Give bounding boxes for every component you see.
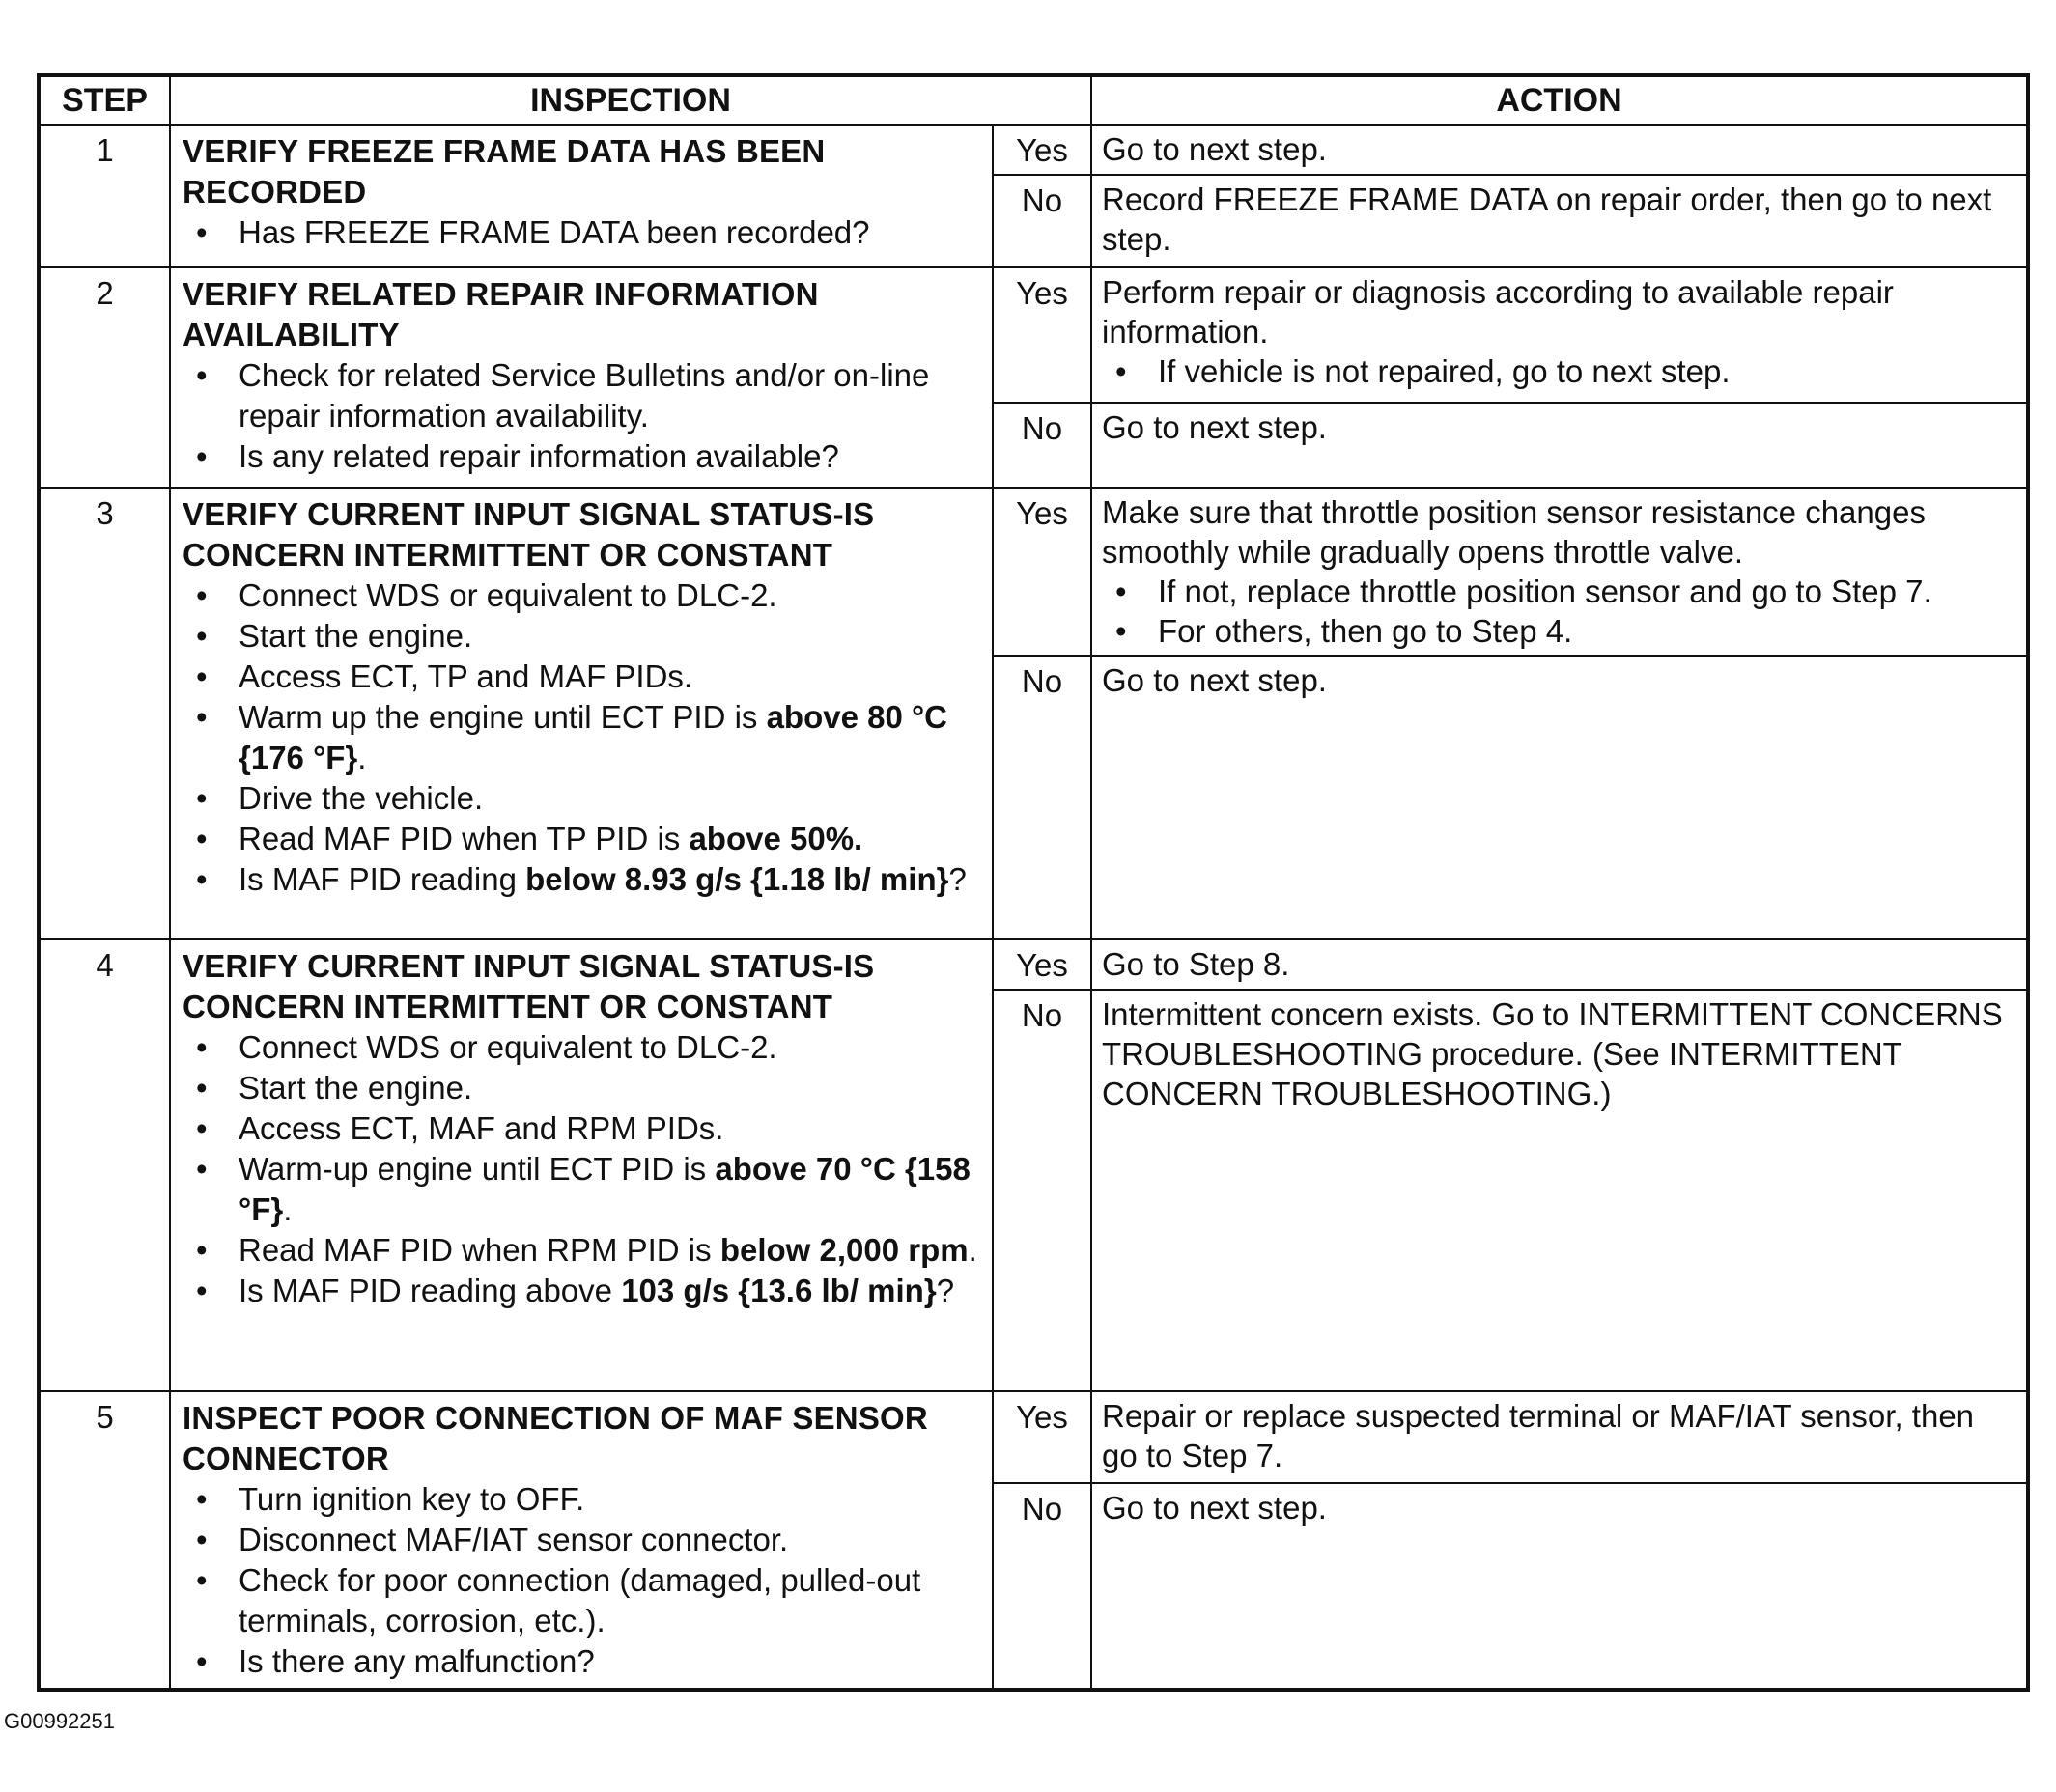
diagnostic-table <box>37 73 2030 1692</box>
action-text: Perform repair or diagnosis according to available repair information. <box>1102 274 1894 350</box>
text: Start the engine. <box>239 1070 473 1106</box>
inspection-title: VERIFY RELATED REPAIR INFORMATION AVAILABILITY <box>183 276 819 352</box>
bold-text: above 70 °C {158 °F} <box>239 1151 971 1227</box>
text: Access ECT, TP and MAF PIDs. <box>239 658 693 694</box>
inspection-bullets <box>183 1027 980 1311</box>
step-row-yes <box>39 939 2028 990</box>
bold-text: above 50%. <box>689 821 863 856</box>
no-action <box>1091 175 2028 267</box>
inspection-bullet <box>183 1271 980 1311</box>
inspection-cell <box>170 125 993 267</box>
inspection-bullets <box>183 575 980 900</box>
inspection-bullet <box>183 1641 980 1682</box>
yes-label: Yes <box>993 939 1091 990</box>
step-row-yes <box>39 488 2028 656</box>
text: Read MAF PID when RPM PID is <box>239 1232 720 1268</box>
step-row-yes <box>39 1391 2028 1483</box>
no-action <box>1091 1483 2028 1690</box>
no-label: No <box>993 175 1091 267</box>
text: Read MAF PID when TP PID is <box>239 821 690 856</box>
header-inspection: INSPECTION <box>170 75 1091 125</box>
bold-text: above 80 °C {176 °F} <box>239 699 948 775</box>
inspection-bullets <box>183 212 980 253</box>
no-label: No <box>993 403 1091 488</box>
bold-text: below 2,000 rpm <box>719 1232 969 1268</box>
text: Is MAF PID reading <box>239 861 526 897</box>
inspection-title: VERIFY CURRENT INPUT SIGNAL STATUS-IS CONCERN INTERMITTENT OR CONSTANT <box>183 948 875 1024</box>
step-number: 4 <box>39 939 170 1391</box>
inspection-bullet <box>183 1230 980 1271</box>
action-bullet: • If vehicle is not repaired, go to next step. <box>1102 351 2016 391</box>
yes-label: Yes <box>993 267 1091 403</box>
step-row-yes <box>39 125 2028 175</box>
inspection-bullet <box>183 697 980 778</box>
action-bullets <box>1102 572 2016 651</box>
yes-action <box>1091 1391 2028 1483</box>
action-text: Make sure that throttle position sensor resistance changes smoothly while gradually opens throttle valve. <box>1102 494 1926 570</box>
yes-label: Yes <box>993 1391 1091 1483</box>
text: Is MAF PID reading above <box>239 1273 622 1308</box>
inspection-cell <box>170 939 993 1391</box>
yes-label: Yes <box>993 488 1091 656</box>
figure-id: G00992251 <box>4 1709 115 1733</box>
header-row <box>39 75 2028 125</box>
step-number: 2 <box>39 267 170 488</box>
inspection-bullet <box>183 819 980 859</box>
inspection-title: VERIFY CURRENT INPUT SIGNAL STATUS-IS CONCERN INTERMITTENT OR CONSTANT <box>183 496 875 573</box>
inspection-bullets <box>183 1479 980 1682</box>
step-number: 3 <box>39 488 170 939</box>
inspection-bullet <box>183 212 980 253</box>
text: Disconnect MAF/IAT sensor connector. <box>239 1522 789 1557</box>
yes-action <box>1091 488 2028 656</box>
inspection-bullets <box>183 355 980 477</box>
inspection-cell <box>170 267 993 488</box>
inspection-bullet <box>183 1068 980 1108</box>
text: Has FREEZE FRAME DATA been recorded? <box>239 214 870 250</box>
action-bullet: • If not, replace throttle position sensor and go to Step 7. <box>1102 572 2016 611</box>
action-text: Go to next step. <box>1102 1490 1327 1526</box>
inspection-bullet <box>183 1560 980 1641</box>
text: Turn ignition key to OFF. <box>239 1481 585 1517</box>
no-action <box>1091 656 2028 939</box>
inspection-title: VERIFY FREEZE FRAME DATA HAS BEEN RECORDED <box>183 133 826 210</box>
inspection-bullet <box>183 1027 980 1068</box>
text: . <box>357 740 367 775</box>
action-text: Go to next step. <box>1102 131 1327 167</box>
no-label: No <box>993 656 1091 939</box>
text: Access ECT, MAF and RPM PIDs. <box>239 1110 724 1146</box>
step-number: 5 <box>39 1391 170 1690</box>
action-text: Repair or replace suspected terminal or MAF/IAT sensor, then go to Step 7. <box>1102 1398 1975 1473</box>
bold-text: below 8.93 g/s {1.18 lb/ min} <box>525 861 949 897</box>
action-text: Go to next step. <box>1102 409 1327 445</box>
inspection-bullet <box>183 575 980 616</box>
no-label: No <box>993 990 1091 1391</box>
no-action <box>1091 403 2028 488</box>
text: Check for related Service Bulletins and/or on-line repair information availability. <box>239 357 930 434</box>
inspection-bullet <box>183 1479 980 1520</box>
yes-label: Yes <box>993 125 1091 175</box>
inspection-bullet <box>183 616 980 657</box>
action-bullets <box>1102 351 2016 391</box>
step-row-yes <box>39 267 2028 403</box>
text: . <box>968 1232 977 1268</box>
inspection-bullet <box>183 436 980 477</box>
text: Start the engine. <box>239 618 473 654</box>
no-action <box>1091 990 2028 1391</box>
inspection-cell <box>170 1391 993 1690</box>
yes-action <box>1091 125 2028 175</box>
inspection-bullet <box>183 1108 980 1149</box>
text: Check for poor connection (damaged, pulled-out terminals, corrosion, etc.). <box>239 1562 921 1638</box>
inspection-bullet <box>183 778 980 819</box>
table-body <box>39 125 2028 1690</box>
text: . <box>283 1191 293 1227</box>
inspection-bullet <box>183 355 980 436</box>
inspection-bullet <box>183 1149 980 1230</box>
inspection-cell <box>170 488 993 939</box>
header-step: STEP <box>39 75 170 125</box>
action-text: Record FREEZE FRAME DATA on repair order, then go to next step. <box>1102 182 1992 257</box>
header-action: ACTION <box>1091 75 2028 125</box>
bold-text: 103 g/s {13.6 lb/ min} <box>621 1273 937 1308</box>
yes-action <box>1091 939 2028 990</box>
inspection-bullet <box>183 657 980 697</box>
text: Is any related repair information available? <box>239 438 839 474</box>
text: Connect WDS or equivalent to DLC-2. <box>239 577 777 613</box>
inspection-title: INSPECT POOR CONNECTION OF MAF SENSOR CONNECTOR <box>183 1400 928 1476</box>
text: ? <box>936 1273 955 1308</box>
yes-action <box>1091 267 2028 403</box>
action-text: Intermittent concern exists. Go to INTERMITTENT CONCERNS TROUBLESHOOTING procedure. (See INTERMITTENT CONCERN TROUBLESHOOTING.) <box>1102 996 2003 1111</box>
text: Warm up the engine until ECT PID is <box>239 699 767 735</box>
action-bullet: • For others, then go to Step 4. <box>1102 611 2016 651</box>
inspection-bullet <box>183 859 980 900</box>
action-text: Go to Step 8. <box>1102 946 1290 982</box>
action-text: Go to next step. <box>1102 662 1327 698</box>
step-number: 1 <box>39 125 170 267</box>
text: ? <box>948 861 967 897</box>
no-label: No <box>993 1483 1091 1690</box>
text: Is there any malfunction? <box>239 1643 595 1679</box>
text: Connect WDS or equivalent to DLC-2. <box>239 1029 777 1065</box>
text: Drive the vehicle. <box>239 780 484 816</box>
text: Warm-up engine until ECT PID is <box>239 1151 716 1187</box>
inspection-bullet <box>183 1520 980 1560</box>
